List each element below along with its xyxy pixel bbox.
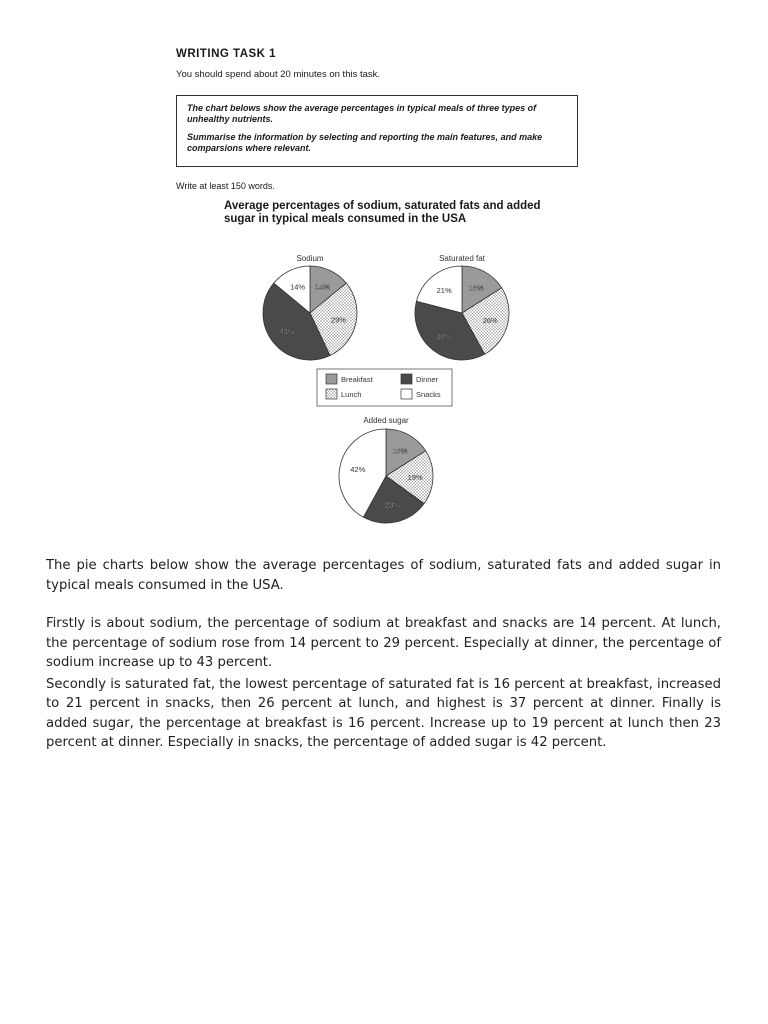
legend-label-lunch: Lunch <box>341 390 362 399</box>
task-word-count: Write at least 150 words. <box>176 181 275 191</box>
added-sugar-label-lunch: 19% <box>407 472 423 482</box>
chart-legend <box>317 369 452 406</box>
legend-label-breakfast: Breakfast <box>341 375 373 384</box>
sodium-label-dinner: 43% <box>279 326 295 336</box>
essay-paragraph-fat-sugar: Secondly is saturated fat, the lowest percentage of saturated fat is 16 percent at breakfast, increased to 21 percent in snacks, then 26 percent at lunch, and highest is 37 percent at dinner. Finally is added sugar, the percentage at breakfast is 16 percent. Increase up to 19 percent at lunch then 23 percent at dinner. Especially in snacks, the percentage of added sugar is 42 percent. <box>46 676 721 750</box>
sodium-pie-title: Sodium <box>296 254 324 263</box>
task-prompt-instruction: Summarise the information by selecting and reporting the main features, and make comparsions where relevant. <box>187 132 543 153</box>
added-sugar-label-breakfast: 16% <box>392 446 408 456</box>
essay-paragraph-intro: The pie charts below show the average percentages of sodium, saturated fats and added sugar in typical meals consumed in the USA. <box>46 558 721 593</box>
saturated-fat-label-dinner: 37% <box>436 332 452 342</box>
legend-swatch-breakfast <box>326 374 337 384</box>
added-sugar-label-snacks: 42% <box>350 464 366 474</box>
task-heading: WRITING TASK 1 <box>176 48 277 60</box>
essay <box>46 556 721 772</box>
task-prompt-description: The chart belows show the average percentages in typical meals of three types of unhealthy nutrients. <box>187 103 537 124</box>
legend-label-snacks: Snacks <box>416 390 441 399</box>
essay-paragraph-sodium: Firstly is about sodium, the percentage of sodium at breakfast and snacks are 14 percent. At lunch, the percentage of sodium rose from 14 percent to 29 percent. Especially at dinner, the percentage of sodium increase up to 43 percent. <box>46 616 721 670</box>
saturated-fat-label-lunch: 26% <box>482 316 498 326</box>
sodium-label-breakfast: 14% <box>314 282 330 292</box>
saturated-fat-label-breakfast: 16% <box>468 283 484 293</box>
legend-label-dinner: Dinner <box>416 375 439 384</box>
added-sugar-pie-title: Added sugar <box>363 416 409 425</box>
legend-swatch-dinner <box>401 374 412 384</box>
sodium-label-lunch: 29% <box>330 315 346 325</box>
task-time-note: You should spend about 20 minutes on this task. <box>176 69 381 80</box>
chart-title: Average percentages of sodium, saturated fats and added sugar in typical meals consumed in the USA <box>224 200 541 225</box>
saturated-fat-label-snacks: 21% <box>436 285 452 295</box>
legend-swatch-snacks <box>401 389 412 399</box>
sodium-label-snacks: 14% <box>290 282 306 292</box>
added-sugar-label-dinner: 23% <box>384 500 400 510</box>
legend-swatch-lunch <box>326 389 337 399</box>
saturated-fat-pie-title: Saturated fat <box>439 254 485 263</box>
